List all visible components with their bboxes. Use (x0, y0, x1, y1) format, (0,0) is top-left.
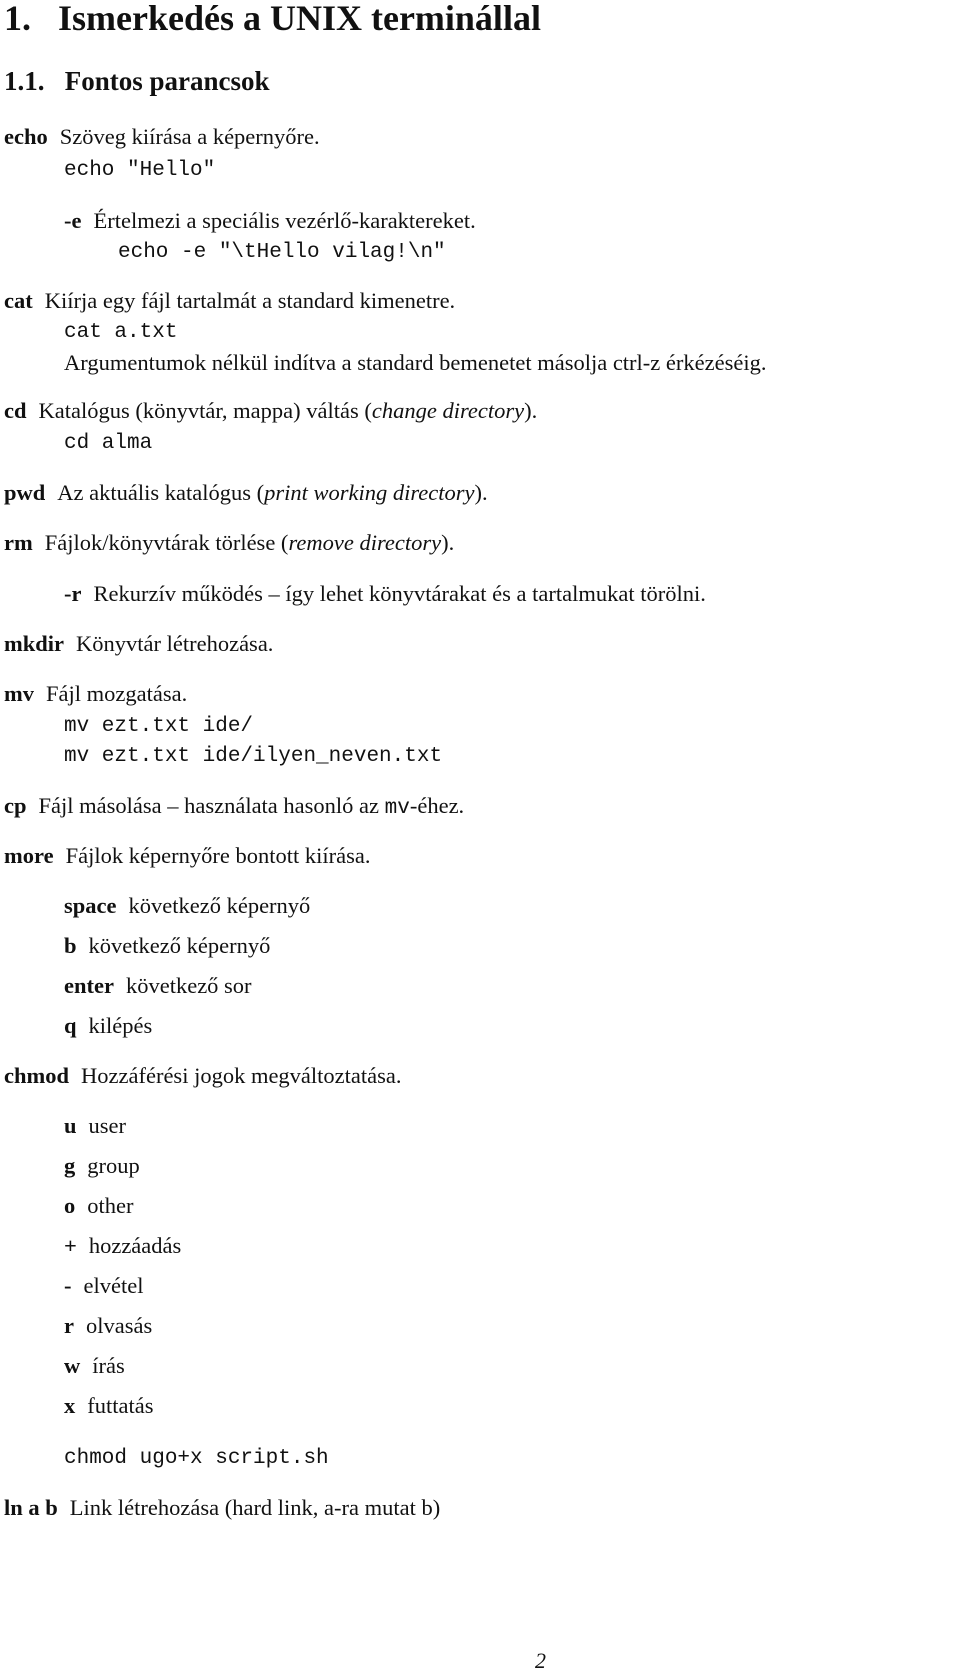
term-description-italic: change directory (371, 398, 525, 423)
term-description-italic: remove directory (288, 530, 442, 555)
term-description: Fájl másolása – használata hasonló az (38, 793, 385, 818)
term-description: Fájlok képernyőre bontott kiírása. (65, 843, 371, 868)
term-description: Katalógus (könyvtár, mappa) váltás ( (38, 398, 372, 423)
term-description: other (87, 1193, 134, 1218)
entry-more (4, 845, 371, 868)
entry-more-q (64, 1015, 152, 1038)
term-label: u (64, 1113, 77, 1138)
term-label: more (4, 843, 54, 868)
term-description-end: ). (441, 530, 455, 555)
code-example: cd alma (64, 432, 153, 455)
term-description: Hozzáférési jogok megváltoztatása. (81, 1063, 402, 1088)
entry-chmod-plus (64, 1235, 181, 1258)
term-description: Link létrehozása (hard link, a-ra mutat b) (69, 1495, 441, 1520)
entry-ln (4, 1497, 440, 1520)
code-example: mv ezt.txt ide/ilyen_neven.txt (64, 745, 443, 768)
term-description: Fájlok/könyvtárak törlése ( (44, 530, 289, 555)
term-label: enter (64, 973, 114, 998)
entry-chmod-r (64, 1315, 152, 1338)
term-label: space (64, 893, 117, 918)
code-example: echo "Hello" (64, 159, 216, 182)
entry-mv (4, 683, 187, 706)
term-description: következő képernyő (128, 893, 311, 918)
entry-cat (4, 290, 455, 313)
term-label: rm (4, 530, 33, 555)
term-label: echo (4, 124, 48, 149)
term-description-end: -éhez. (409, 793, 465, 818)
code-example: mv ezt.txt ide/ (64, 715, 254, 738)
entry-rm (4, 532, 454, 555)
term-description: kilépés (88, 1013, 153, 1038)
term-description: következő sor (125, 973, 252, 998)
term-label: ln a b (4, 1495, 58, 1520)
term-description: futtatás (87, 1393, 154, 1418)
term-label: -e (64, 208, 82, 233)
term-label: -r (64, 581, 82, 606)
term-description: user (88, 1113, 127, 1138)
term-description: Szöveg kiírása a képernyőre. (59, 124, 320, 149)
term-label: cp (4, 793, 27, 818)
entry-chmod-minus (64, 1275, 143, 1298)
term-label: - (64, 1273, 72, 1298)
term-label: b (64, 933, 77, 958)
term-label: g (64, 1153, 76, 1178)
term-description: olvasás (86, 1313, 153, 1338)
entry-echo-e (64, 210, 476, 233)
term-description: Értelmezi a speciális vezérlő-karaktereket. (93, 208, 476, 233)
term-label: r (64, 1313, 74, 1338)
entry-chmod (4, 1065, 402, 1088)
section-number: 1.1. (4, 66, 45, 96)
entry-chmod-g (64, 1155, 140, 1178)
entry-more-space (64, 895, 310, 918)
entry-echo (4, 126, 320, 149)
entry-more-enter (64, 975, 252, 998)
term-description: Kiírja egy fájl tartalmát a standard kimenetre. (44, 288, 456, 313)
section-title: Fontos parancsok (64, 66, 270, 96)
term-description-italic: print working directory (264, 480, 475, 505)
term-description: elvétel (83, 1273, 144, 1298)
term-label: mkdir (4, 631, 65, 656)
entry-mkdir (4, 633, 273, 656)
term-label: pwd (4, 480, 46, 505)
entry-chmod-u (64, 1115, 126, 1138)
term-description: következő képernyő (88, 933, 271, 958)
term-label: q (64, 1013, 77, 1038)
term-description: írás (92, 1353, 125, 1378)
term-label: chmod (4, 1063, 70, 1088)
term-description-end: ). (474, 480, 488, 505)
code-example: chmod ugo+x script.sh (64, 1447, 329, 1470)
chapter-number: 1. (4, 0, 31, 38)
term-label: + (64, 1233, 77, 1258)
entry-pwd (4, 482, 488, 505)
chapter-heading (4, 0, 541, 36)
entry-rm-r (64, 583, 706, 606)
term-label: w (64, 1353, 81, 1378)
inline-code: mv (384, 797, 410, 820)
term-label: cd (4, 398, 27, 423)
term-label: cat (4, 288, 33, 313)
section-heading (4, 68, 270, 95)
code-example: cat a.txt (64, 321, 178, 344)
term-description: Könyvtár létrehozása. (76, 631, 274, 656)
entry-chmod-o (64, 1195, 133, 1218)
term-description-end: ). (524, 398, 538, 423)
term-description: group (87, 1153, 140, 1178)
page-number: 2 (535, 1648, 546, 1673)
entry-chmod-x (64, 1395, 153, 1418)
code-example: echo -e "\tHello vilag!\n" (118, 241, 446, 264)
entry-more-b (64, 935, 270, 958)
term-label: mv (4, 681, 34, 706)
term-label: x (64, 1393, 76, 1418)
term-description: Rekurzív működés – így lehet könyvtárakat és a tartalmukat törölni. (93, 581, 706, 606)
term-description: Fájl mozgatása. (46, 681, 188, 706)
chapter-title: Ismerkedés a UNIX terminállal (58, 0, 541, 38)
term-label: o (64, 1193, 76, 1218)
entry-cd (4, 400, 537, 423)
term-description: Az aktuális katalógus ( (57, 480, 265, 505)
entry-cp (4, 795, 464, 819)
entry-chmod-w (64, 1355, 125, 1378)
term-note: Argumentumok nélkül indítva a standard bemenetet másolja ctrl-z érkézéséig. (64, 350, 767, 375)
term-description: hozzáadás (88, 1233, 182, 1258)
